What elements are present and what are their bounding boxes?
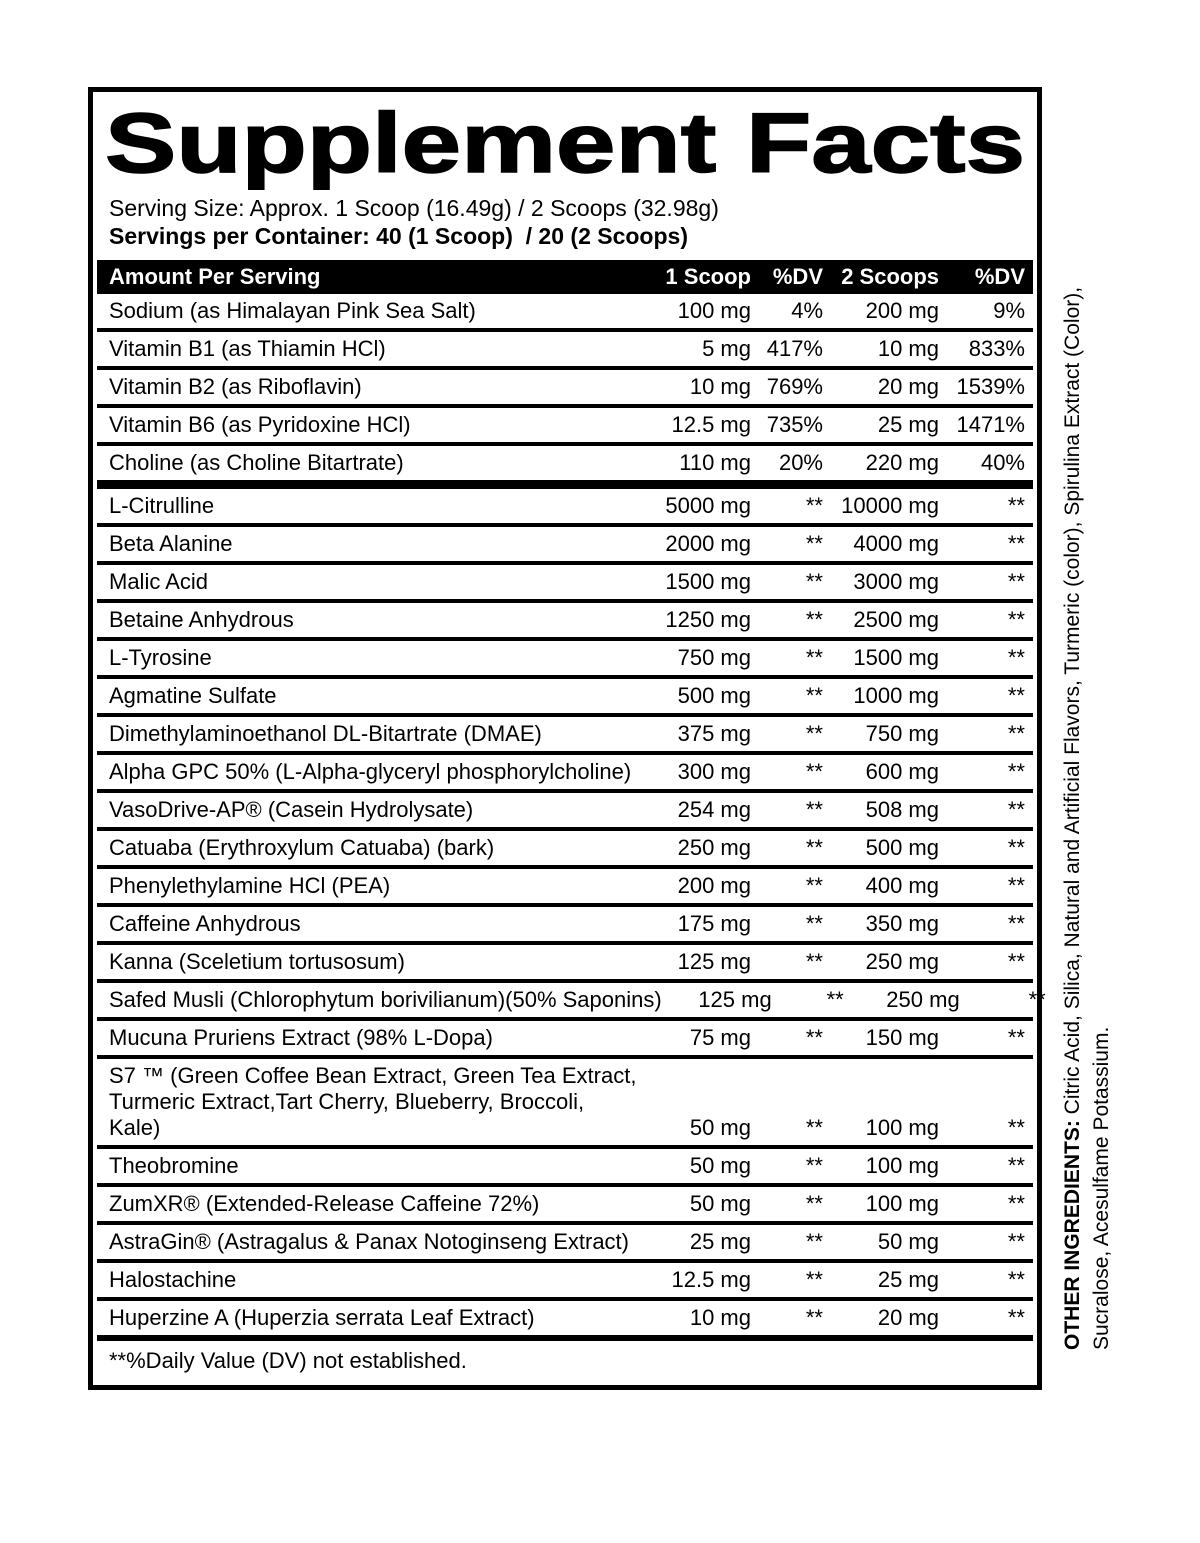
table-row (97, 1183, 1033, 1221)
dv-1-scoop: 735% (766, 412, 823, 437)
dv-1-scoop: ** (805, 759, 823, 784)
table-row (97, 1221, 1033, 1259)
dv-1-scoop: 769% (766, 374, 823, 399)
ingredient-name: AstraGin® (Astragalus & Panax Notoginseng Extract) (109, 1229, 629, 1254)
amount-2-scoops: 250 mg (886, 987, 960, 1012)
other-ingredients-label: OTHER INGREDIENTS: (1061, 1120, 1084, 1350)
amount-1-scoop: 750 mg (677, 645, 751, 670)
table-row (97, 675, 1033, 713)
dv-2-scoops: ** (1007, 493, 1025, 518)
dv-1-scoop: ** (805, 683, 823, 708)
dv-2-scoops: ** (1007, 873, 1025, 898)
table-row (97, 480, 1033, 523)
table-row (97, 713, 1033, 751)
amount-1-scoop: 200 mg (677, 873, 751, 898)
dv-1-scoop: ** (805, 873, 823, 898)
amount-1-scoop: 250 mg (677, 835, 751, 860)
amount-2-scoops: 600 mg (865, 759, 939, 784)
table-row (97, 294, 1033, 328)
dv-1-scoop: ** (805, 1305, 823, 1330)
amount-1-scoop: 1500 mg (665, 569, 751, 594)
table-row (97, 751, 1033, 789)
table-row (97, 561, 1033, 599)
dv-footnote: **%Daily Value (DV) not established. (97, 1335, 1033, 1381)
dv-2-scoops: ** (1007, 721, 1025, 746)
amount-2-scoops: 100 mg (865, 1153, 939, 1178)
amount-2-scoops: 250 mg (865, 949, 939, 974)
amount-2-scoops: 750 mg (865, 721, 939, 746)
header-2-scoops: 2 Scoops (841, 264, 939, 289)
amount-1-scoop: 254 mg (677, 797, 751, 822)
dv-1-scoop: ** (805, 531, 823, 556)
facts-rows (97, 294, 1046, 1335)
serving-size-text: Serving Size: Approx. 1 Scoop (16.49g) / 2 Scoops (32.98g) (109, 195, 719, 221)
dv-2-scoops: 833% (968, 336, 1025, 361)
table-row (97, 827, 1033, 865)
table-row (97, 979, 1046, 1017)
dv-2-scoops: ** (1007, 645, 1025, 670)
amount-2-scoops: 1000 mg (853, 683, 939, 708)
amount-1-scoop: 300 mg (677, 759, 751, 784)
amount-1-scoop: 50 mg (689, 1191, 751, 1216)
ingredient-name: Catuaba (Erythroxylum Catuaba) (bark) (109, 835, 495, 860)
header-dv-1: %DV (772, 264, 823, 289)
table-row (97, 404, 1033, 442)
ingredient-name: Alpha GPC 50% (L-Alpha-glyceryl phosphorylcholine) (109, 759, 632, 784)
table-row (97, 789, 1033, 827)
dv-1-scoop: ** (826, 987, 844, 1012)
dv-2-scoops: 40% (980, 450, 1025, 475)
dv-2-scoops: ** (1007, 1115, 1025, 1140)
dv-2-scoops: 1471% (956, 412, 1025, 437)
amount-1-scoop: 100 mg (677, 298, 751, 323)
ingredient-name: VasoDrive-AP® (Casein Hydrolysate) (109, 797, 474, 822)
amount-1-scoop: 2000 mg (665, 531, 751, 556)
amount-2-scoops: 100 mg (865, 1191, 939, 1216)
ingredient-name: Caffeine Anhydrous (109, 911, 301, 936)
table-row (97, 941, 1033, 979)
table-row (97, 903, 1033, 941)
amount-2-scoops: 50 mg (877, 1229, 939, 1254)
dv-2-scoops: ** (1007, 569, 1025, 594)
amount-2-scoops: 3000 mg (853, 569, 939, 594)
amount-2-scoops: 10 mg (877, 336, 939, 361)
amount-1-scoop: 1250 mg (665, 607, 751, 632)
table-row (97, 1259, 1033, 1297)
amount-2-scoops: 4000 mg (853, 531, 939, 556)
dv-1-scoop: ** (805, 493, 823, 518)
table-row (97, 1017, 1033, 1055)
amount-2-scoops: 20 mg (877, 374, 939, 399)
table-row (97, 328, 1033, 366)
ingredient-name: Halostachine (109, 1267, 237, 1292)
amount-1-scoop: 125 mg (677, 949, 751, 974)
dv-2-scoops: ** (1007, 949, 1025, 974)
amount-2-scoops: 200 mg (865, 298, 939, 323)
amount-1-scoop: 110 mg (679, 450, 751, 475)
dv-1-scoop: 417% (766, 336, 823, 361)
ingredient-name: Phenylethylamine HCl (PEA) (109, 873, 391, 898)
dv-2-scoops: ** (1007, 1191, 1025, 1216)
supplement-facts-label (88, 87, 1046, 1390)
amount-2-scoops: 1500 mg (853, 645, 939, 670)
facts-title-svg (105, 102, 1033, 190)
dv-2-scoops: ** (1007, 835, 1025, 860)
amount-2-scoops: 150 mg (865, 1025, 939, 1050)
ingredient-name: Beta Alanine (109, 531, 233, 556)
amount-2-scoops: 25 mg (877, 1267, 939, 1292)
table-row (97, 523, 1033, 561)
dv-1-scoop: ** (805, 1191, 823, 1216)
dv-2-scoops: 9% (993, 298, 1025, 323)
other-ingredients-line2: Sucralose, Acesulfame Potassium. (1090, 1026, 1113, 1350)
amount-2-scoops: 220 mg (865, 450, 939, 475)
dv-2-scoops: ** (1028, 987, 1046, 1012)
ingredient-name: Malic Acid (109, 569, 209, 594)
amount-1-scoop: 375 mg (677, 721, 751, 746)
header-dv-2: %DV (974, 264, 1025, 289)
amount-2-scoops: 350 mg (865, 911, 939, 936)
dv-2-scoops: ** (1007, 759, 1025, 784)
amount-1-scoop: 10 mg (689, 374, 751, 399)
ingredient-name: Betaine Anhydrous (109, 607, 294, 632)
table-row (97, 442, 1033, 480)
dv-1-scoop: ** (805, 835, 823, 860)
dv-1-scoop: ** (805, 569, 823, 594)
ingredient-name: Vitamin B2 (as Riboflavin) (109, 374, 362, 399)
dv-1-scoop: ** (805, 1267, 823, 1292)
header-amount-per-serving: Amount Per Serving (109, 264, 321, 289)
dv-1-scoop: 20% (778, 450, 823, 475)
amount-1-scoop: 12.5 mg (671, 412, 751, 437)
table-row (97, 599, 1033, 637)
amount-1-scoop: 125 mg (698, 987, 772, 1012)
amount-2-scoops: 10000 mg (841, 493, 939, 518)
dv-2-scoops: ** (1007, 1229, 1025, 1254)
dv-1-scoop: ** (805, 1153, 823, 1178)
ingredient-name: Choline (as Choline Bitartrate) (109, 450, 404, 475)
amount-1-scoop: 75 mg (689, 1025, 751, 1050)
ingredient-name: Mucuna Pruriens Extract (98% L-Dopa) (109, 1025, 493, 1050)
other-ingredients-text: Citric Acid, Silica, Natural and Artificial Flavors, Turmeric (color), Spirulina Extract (Color), (1061, 286, 1084, 1121)
dv-2-scoops: ** (1007, 607, 1025, 632)
ingredient-name: Theobromine (109, 1153, 239, 1178)
servings-per-container-text: Servings per Container: 40 (1 Scoop) / 20 (2 Scoops) (109, 223, 688, 249)
amount-1-scoop: 500 mg (677, 683, 751, 708)
ingredient-name: ZumXR® (Extended-Release Caffeine 72%) (109, 1191, 540, 1216)
dv-1-scoop: ** (805, 1115, 823, 1140)
table-header (97, 260, 1033, 294)
amount-1-scoop: 50 mg (689, 1153, 751, 1178)
amount-1-scoop: 25 mg (689, 1229, 751, 1254)
amount-2-scoops: 400 mg (865, 873, 939, 898)
amount-2-scoops: 20 mg (877, 1305, 939, 1330)
dv-1-scoop: ** (805, 1025, 823, 1050)
dv-1-scoop: ** (805, 645, 823, 670)
ingredient-name: Sodium (as Himalayan Pink Sea Salt) (109, 298, 476, 323)
facts-title (105, 102, 1033, 190)
dv-2-scoops: ** (1007, 797, 1025, 822)
dv-1-scoop: ** (805, 949, 823, 974)
facts-title-text: Supplement Facts (105, 102, 1025, 190)
ingredient-name: Vitamin B6 (as Pyridoxine HCl) (109, 412, 411, 437)
ingredient-name: S7 ™ (Green Coffee Bean Extract, Green Tea Extract, Turmeric Extract,Tart Cherry, Blueberry, Broccoli, Kale) (109, 1063, 637, 1140)
dv-1-scoop: 4% (791, 298, 823, 323)
other-ingredients-note (1058, 185, 1116, 1350)
dv-1-scoop: ** (805, 721, 823, 746)
dv-2-scoops: ** (1007, 1025, 1025, 1050)
amount-2-scoops: 500 mg (865, 835, 939, 860)
dv-2-scoops: ** (1007, 911, 1025, 936)
dv-2-scoops: ** (1007, 1267, 1025, 1292)
ingredient-name: Safed Musli (Chlorophytum borivilianum)(50% Saponins) (109, 987, 662, 1012)
table-row (97, 865, 1033, 903)
dv-1-scoop: ** (805, 1229, 823, 1254)
dv-2-scoops: ** (1007, 531, 1025, 556)
amount-2-scoops: 100 mg (865, 1115, 939, 1140)
amount-1-scoop: 12.5 mg (671, 1267, 751, 1292)
amount-1-scoop: 175 mg (677, 911, 751, 936)
dv-2-scoops: 1539% (956, 374, 1025, 399)
other-ingredients-line1 (1058, 185, 1087, 1350)
dv-2-scoops: ** (1007, 683, 1025, 708)
ingredient-name: L-Citrulline (109, 493, 215, 518)
table-row (97, 1145, 1033, 1183)
ingredient-name: Agmatine Sulfate (109, 683, 277, 708)
amount-1-scoop: 50 mg (689, 1115, 751, 1140)
ingredient-name: Huperzine A (Huperzia serrata Leaf Extract) (109, 1305, 535, 1330)
dv-2-scoops: ** (1007, 1153, 1025, 1178)
amount-1-scoop: 5000 mg (665, 493, 751, 518)
table-row (97, 366, 1033, 404)
dv-1-scoop: ** (805, 797, 823, 822)
table-row (97, 1055, 1033, 1145)
table-row (97, 1297, 1033, 1335)
amount-1-scoop: 5 mg (702, 336, 751, 361)
header-1-scoop: 1 Scoop (665, 264, 751, 289)
dv-1-scoop: ** (805, 607, 823, 632)
amount-2-scoops: 25 mg (877, 412, 939, 437)
table-row (97, 637, 1033, 675)
ingredient-name: Vitamin B1 (as Thiamin HCl) (109, 336, 386, 361)
ingredient-name: L-Tyrosine (109, 645, 212, 670)
amount-2-scoops: 508 mg (865, 797, 939, 822)
amount-1-scoop: 10 mg (689, 1305, 751, 1330)
ingredient-name: Dimethylaminoethanol DL-Bitartrate (DMAE) (109, 721, 542, 746)
dv-1-scoop: ** (805, 911, 823, 936)
ingredient-name: Kanna (Sceletium tortusosum) (109, 949, 405, 974)
amount-2-scoops: 2500 mg (853, 607, 939, 632)
dv-2-scoops: ** (1007, 1305, 1025, 1330)
